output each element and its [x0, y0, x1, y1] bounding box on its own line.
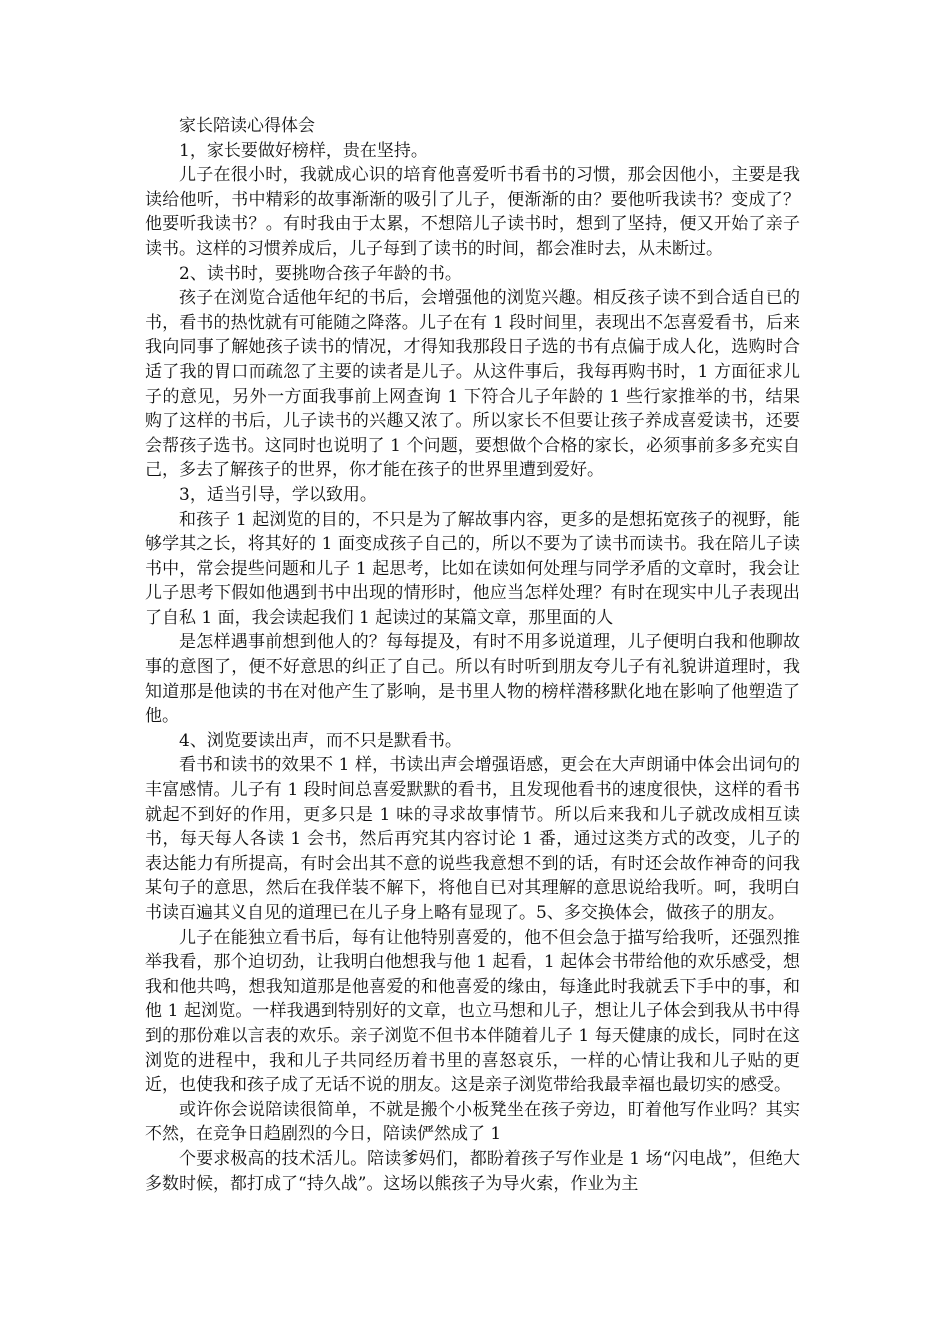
paragraph-5: 看书和读书的效果不 1 样，书读出声会增强语感，更会在大声朗诵中体会出词句的丰富感情。儿子有 1 段时间总喜爱默默的看书，且发现他看书的速度很快，这样的看书就起不到好的作用，更多只是 1 味的寻求故事情节。所以后来我和儿子就改成相互读书，每天每人各读 1 会书，然后再究其内容讨论 1 番，通过这类方式的改变，儿子的表达能力有所提高，有时会出其不意的说些我意想不到的话，有时还会故作神奇的问我某句子的意思，然后在我佯装不解下，将他自已对其理解的意思说给我听。呵，我明白书读百遍其义自见的道理已在儿子身上略有显现了。5、多交换体会，做孩子的朋友。 [145, 755, 800, 923]
paragraph-4: 是怎样遇事前想到他人的？每每提及，有时不用多说道理，儿子便明白我和他聊故事的意图了，便不好意思的纠正了自己。所以有时听到朋友夸儿子有礼貌讲道理时，我知道那是他读的书在对他产生了影响，是书里人物的榜样潜移默化地在影响了他塑造了他。 [145, 632, 800, 727]
section-heading-4: 4、浏览要读出声，而不只是默看书。 [179, 730, 462, 751]
section-heading-1: 1，家长要做好榜样，贵在坚持。 [179, 140, 428, 161]
paragraph-6: 儿子在能独立看书后，每有让他特别喜爱的，他不但会急于描写给我听，还强烈推举我看，那个迫切劲，让我明白他想我与他 1 起看，1 起体会书带给他的欢乐感受，想我和他共鸣，想我知道那是他喜爱的和他喜爱的缘由，每逢此时我就丢下手中的事，和他 1 起浏览。一样我遇到特别好的文章，也立马想和儿子，想让儿子体会到我从书中得到的那份难以言表的欢乐。亲子浏览不但书本伴随着儿子 1 每天健康的成长，同时在这浏览的进程中，我和儿子共同经历着书里的喜怒哀乐，一样的心情让我和儿子贴的更近，也使我和孩子成了无话不说的朋友。这是亲子浏览带给我最幸福也最切实的感受。 [145, 927, 800, 1096]
document-page [145, 114, 800, 1196]
paragraph-8: 个要求极高的技术活儿。陪读爹妈们，都盼着孩子写作业是 1 场“闪电战”，但绝大多数时候，都打成了“持久战”。这场以熊孩子为导火索，作业为主 [145, 1148, 800, 1194]
paragraph-2: 孩子在浏览合适他年纪的书后，会增强他的浏览兴趣。相反孩子读不到合适自已的书，看书的热忱就有可能随之降落。儿子在有 1 段时间里，表现出不怎喜爱看书，后来我向同事了解她孩子读书的情况，才得知我那段日子选的书有点偏于成人化，选购时合适了我的胃口而疏忽了主要的读者是儿子。从这件事后，我每再购书时，1 方面征求儿子的意见，另外一方面我事前上网查询 1 下符合儿子年龄的 1 些行家推举的书，结果购了这样的书后，儿子读书的兴趣又浓了。所以家长不但要让孩子养成喜爱读书，还要会帮孩子选书。这同时也说明了 1 个问题，要想做个合格的家长，必须事前多多充实自己，多去了解孩子的世界，你才能在孩子的世界里遭到爱好。 [145, 288, 800, 481]
paragraph-1: 儿子在很小时，我就成心识的培育他喜爱听书看书的习惯，那会因他小，主要是我读给他听，书中精彩的故事渐渐的吸引了儿子，便渐渐的由？要他听我读书？变成了？他要听我读书？。有时我由于太累，不想陪儿子读书时，想到了坚持，便又开始了亲子读书。这样的习惯养成后，儿子每到了读书的时间，都会准时去，从未断过。 [145, 165, 800, 259]
section-heading-3: 3，适当引导，学以致用。 [179, 484, 377, 505]
section-heading-2: 2、读书时，要挑吻合孩子年龄的书。 [179, 263, 462, 284]
paragraph-3: 和孩子 1 起浏览的目的，不只是为了解故事内容，更多的是想拓宽孩子的视野，能够学其之长，将其好的 1 面变成孩子自己的，所以不要为了读书而读书。我在陪儿子读书中，常会提些问题和儿子 1 起思考，比如在读如何处理与同学矛盾的文章时，我会让儿子思考下假如他遇到书中出现的情形时，他应当怎样处理？有时在现实中儿子表现出了自私 1 面，我会读起我们 1 起读过的某篇文章，那里面的人 [145, 509, 800, 628]
document-title: 家长陪读心得体会 [179, 116, 315, 136]
paragraph-7: 或许你会说陪读很简单，不就是搬个小板凳坐在孩子旁边，盯着他写作业吗？其实不然，在竞争日趋剧烈的今日，陪读俨然成了 1 [145, 1099, 800, 1145]
